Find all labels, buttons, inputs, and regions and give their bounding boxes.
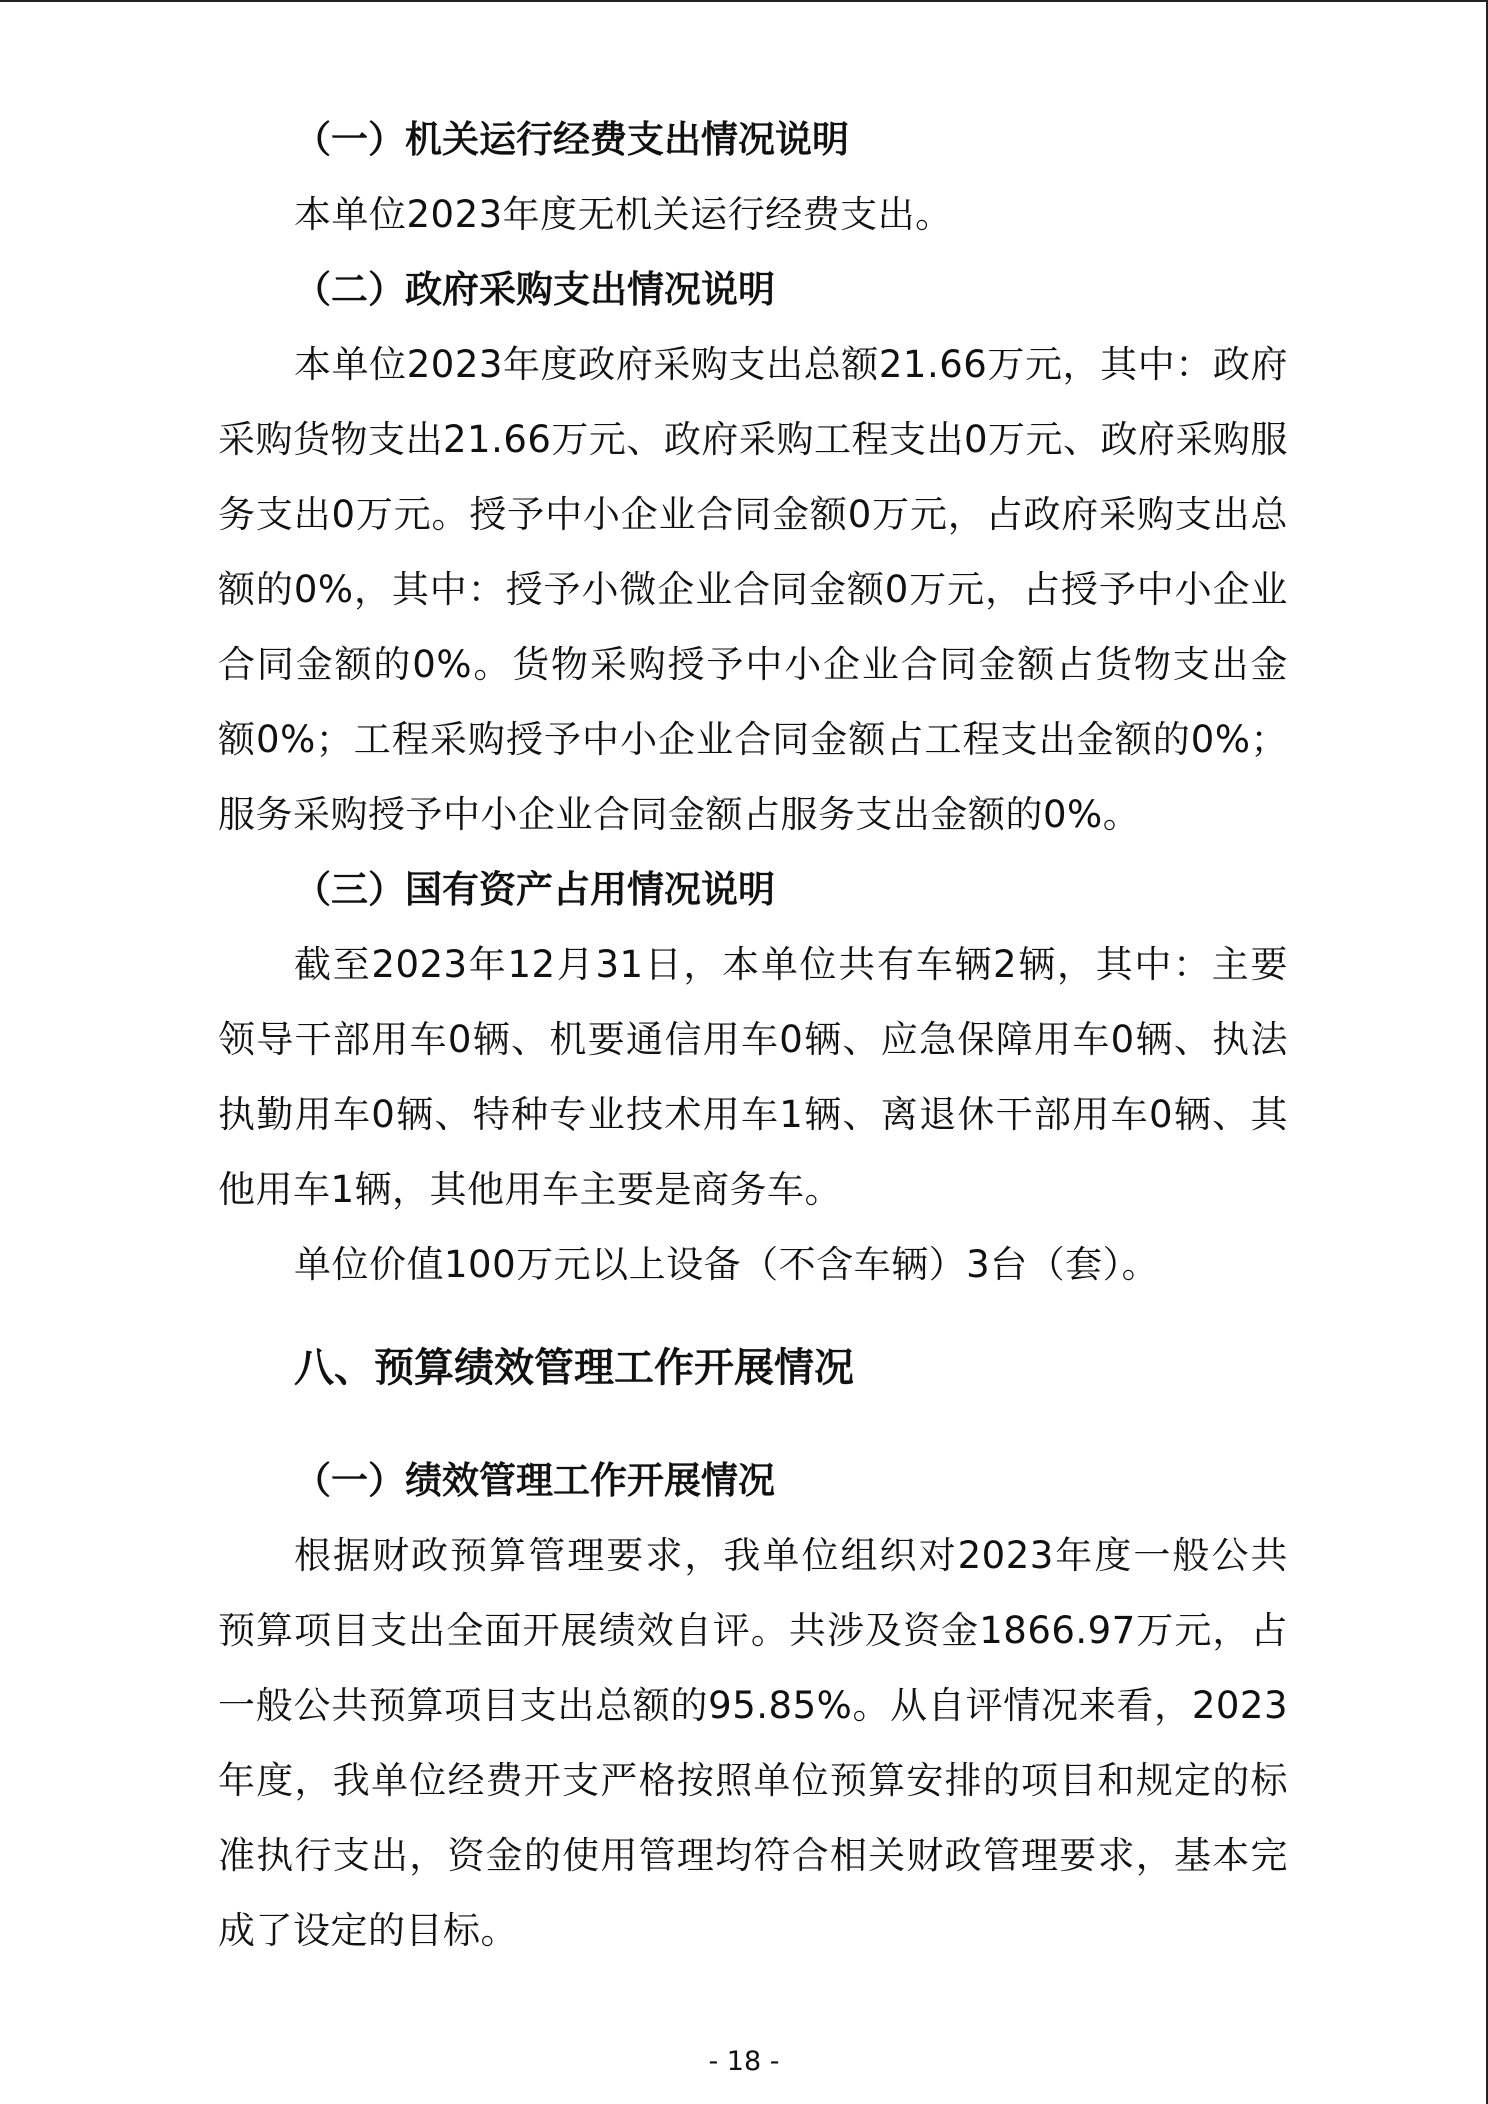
subheading-performance-work: （一）绩效管理工作开展情况 <box>294 1459 775 1502</box>
paragraph-government-procurement: 本单位2023年度政府采购支出总额21.66万元，其中：政府采购货物支出21.66万元、政府采购工程支出0万元、政府采购服务支出0万元。授予中小企业合同金额0万元，占政府采购支出总额的0%，其中：授予小微企业合同金额0万元，占授予中小企业合同金额的0%。货物采购授予中小企业合同金额占货物支出金额0%；工程采购授予中小企业合同金额占工程支出金额的0%；服务采购授予中小企业合同金额占服务支出金额的0%。 <box>218 343 1288 836</box>
paragraph-vehicles: 截至2023年12月31日，本单位共有车辆2辆，其中：主要领导干部用车0辆、机要通信用车0辆、应急保障用车0辆、执法执勤用车0辆、特种专业技术用车1辆、离退休干部用车0辆、其他用车1辆，其他用车主要是商务车。 <box>218 943 1288 1211</box>
page-number: - 18 - <box>708 2046 780 2077</box>
subheading-admin-operating-expenses: （一）机关运行经费支出情况说明 <box>294 118 849 161</box>
paragraph-performance-work: 根据财政预算管理要求，我单位组织对2023年度一般公共预算项目支出全面开展绩效自评。共涉及资金1866.97万元，占一般公共预算项目支出总额的95.85%。从自评情况来看，2023年度，我单位经费开支严格按照单位预算安排的项目和规定的标准执行支出，资金的使用管理均符合相关财政管理要求，基本完成了设定的目标。 <box>218 1534 1288 1952</box>
paragraph-admin-operating-expenses: 本单位2023年度无机关运行经费支出。 <box>294 193 953 236</box>
subheading-government-procurement: （二）政府采购支出情况说明 <box>294 268 775 311</box>
section-title-performance-management: 八、预算绩效管理工作开展情况 <box>294 1345 854 1391</box>
document-body <box>218 102 1288 1968</box>
subheading-state-assets: （三）国有资产占用情况说明 <box>294 868 775 911</box>
paragraph-equipment: 单位价值100万元以上设备（不含车辆）3台（套）。 <box>294 1243 1160 1286</box>
